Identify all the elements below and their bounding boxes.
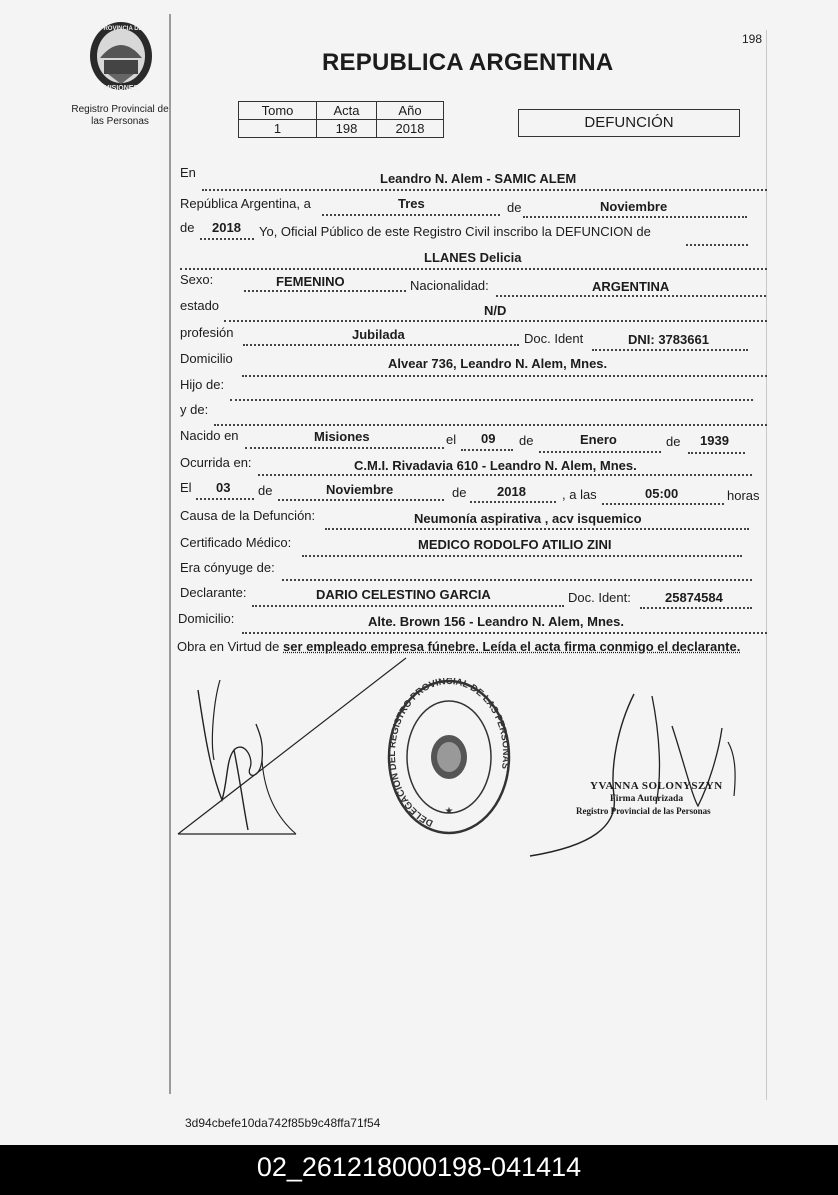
line-fallecido bbox=[180, 268, 767, 270]
label-nacionalidad: Nacionalidad: bbox=[410, 278, 489, 293]
line-domicilio bbox=[242, 375, 767, 377]
line-nacido-en bbox=[245, 447, 444, 449]
value-profesion: Jubilada bbox=[352, 327, 405, 342]
label-el: el bbox=[446, 432, 457, 447]
line-estado bbox=[224, 320, 767, 322]
label-causa: Causa de la Defunción: bbox=[180, 508, 316, 523]
value-nacido-en: Misiones bbox=[314, 429, 370, 444]
register-table bbox=[238, 101, 444, 138]
line-oficial bbox=[686, 244, 748, 246]
left-margin-rule bbox=[169, 14, 171, 1094]
label-horas: horas bbox=[727, 488, 760, 503]
label-obra: Obra en Virtud de bbox=[177, 639, 280, 654]
label-de-4: de bbox=[666, 434, 681, 449]
value-documento: DNI: 3783661 bbox=[628, 332, 709, 347]
label-declarante: Declarante: bbox=[180, 585, 247, 600]
label-de-3: de bbox=[519, 433, 534, 448]
value-obra: ser empleado empresa fúnebre. Leída el acta firma conmigo el declarante. bbox=[283, 639, 741, 654]
value-estado: N/D bbox=[484, 303, 507, 318]
value-sexo: FEMENINO bbox=[276, 274, 345, 289]
label-en: En bbox=[180, 165, 196, 180]
label-estado: estado bbox=[180, 298, 220, 313]
label-sexo: Sexo: bbox=[180, 272, 214, 287]
value-nac-mes: Enero bbox=[580, 432, 617, 447]
line-certificado bbox=[302, 555, 742, 557]
value-anio: 2018 bbox=[212, 220, 241, 235]
line-causa bbox=[325, 528, 749, 530]
value-ocurrida-en: C.M.I. Rivadavia 610 - Leandro N. Alem, Mnes. bbox=[354, 458, 637, 473]
signer-role: Firma Autorizada bbox=[610, 794, 684, 804]
declarant-signature bbox=[174, 640, 414, 840]
label-doc-ident-2: Doc. Ident: bbox=[568, 590, 631, 605]
line-ocurrida-en bbox=[258, 474, 752, 476]
label-republica: República Argentina, a bbox=[180, 196, 311, 211]
provincial-emblem-logo bbox=[86, 18, 156, 94]
line-declarante-domicilio bbox=[242, 632, 767, 634]
value-nac-dia: 09 bbox=[481, 431, 496, 446]
line-hijo-de bbox=[230, 399, 753, 401]
line-def-anio bbox=[470, 501, 556, 503]
value-def-dia: 03 bbox=[216, 480, 231, 495]
label-nacido-en: Nacido en bbox=[180, 428, 239, 443]
value-domicilio: Alvear 736, Leandro N. Alem, Mnes. bbox=[388, 356, 608, 371]
label-de-6: de bbox=[452, 485, 467, 500]
official-stamp bbox=[386, 678, 512, 836]
logo-caption bbox=[60, 104, 180, 128]
value-mes: Noviembre bbox=[600, 199, 668, 214]
page-number: 198 bbox=[742, 32, 763, 46]
act-type-box: DEFUNCIÓN bbox=[518, 109, 740, 137]
line-dia bbox=[322, 214, 500, 216]
line-def-hora bbox=[602, 503, 724, 505]
logo-caption-line1: Registro Provincial de bbox=[71, 104, 169, 115]
line-en bbox=[202, 189, 767, 191]
authorized-signature-block bbox=[576, 780, 723, 816]
line-mes bbox=[523, 216, 747, 218]
acta-value: 198 bbox=[317, 120, 377, 138]
value-fallecido: LLANES Delicia bbox=[424, 250, 522, 265]
label-ocurrida-en: Ocurrida en: bbox=[180, 455, 252, 470]
label-de-1: de bbox=[507, 200, 522, 215]
authorized-signature bbox=[522, 686, 762, 862]
value-causa: Neumonía aspirativa , acv isquemico bbox=[414, 511, 642, 526]
anio-value: 2018 bbox=[377, 120, 444, 138]
label-profesion: profesión bbox=[180, 325, 234, 340]
value-declarante-domicilio: Alte. Brown 156 - Leandro N. Alem, Mnes. bbox=[368, 614, 624, 629]
label-a-las: , a las bbox=[562, 487, 597, 502]
value-declarante: DARIO CELESTINO GARCIA bbox=[316, 587, 491, 602]
label-doc-ident: Doc. Ident bbox=[524, 331, 584, 346]
svg-text:★: ★ bbox=[444, 806, 454, 817]
label-hijo-de: Hijo de: bbox=[180, 377, 225, 392]
value-lugar: Leandro N. Alem - SAMIC ALEM bbox=[380, 171, 577, 186]
tomo-header: Tomo bbox=[239, 102, 317, 120]
line-nac-anio bbox=[688, 452, 745, 454]
svg-text:PROVINCIA DE: PROVINCIA DE bbox=[99, 26, 143, 32]
label-oficial: Yo, Oficial Público de este Registro Civil inscribo la DEFUNCION de bbox=[259, 224, 651, 239]
logo-caption-line2: las Personas bbox=[91, 116, 149, 127]
line-def-mes bbox=[278, 499, 444, 501]
label-y-de: y de: bbox=[180, 402, 209, 417]
line-nac-mes bbox=[539, 451, 661, 453]
signer-office: Registro Provincial de las Personas bbox=[576, 806, 711, 816]
label-certificado: Certificado Médico: bbox=[180, 535, 292, 550]
line-conyuge bbox=[282, 579, 752, 581]
value-declarante-doc: 25874584 bbox=[665, 590, 723, 605]
page-title: REPUBLICA ARGENTINA bbox=[322, 49, 614, 76]
line-documento bbox=[592, 349, 748, 351]
line-declarante bbox=[252, 605, 564, 607]
line-y-de bbox=[214, 424, 767, 426]
footer-id-bar: 02_261218000198-041414 bbox=[0, 1145, 838, 1195]
line-nacionalidad bbox=[496, 295, 766, 297]
line-sexo bbox=[244, 290, 406, 292]
acta-header: Acta bbox=[317, 102, 377, 120]
line-def-dia bbox=[196, 498, 254, 500]
label-de-2: de bbox=[180, 220, 195, 235]
value-def-anio: 2018 bbox=[497, 484, 526, 499]
anio-header: Año bbox=[377, 102, 444, 120]
tomo-value: 1 bbox=[239, 120, 317, 138]
value-certificado: MEDICO RODOLFO ATILIO ZINI bbox=[418, 537, 612, 552]
label-domicilio-2: Domicilio: bbox=[178, 611, 235, 626]
value-dia-letras: Tres bbox=[398, 196, 425, 211]
label-conyuge: Era cónyuge de: bbox=[180, 560, 275, 575]
document-hash: 3d94cbefe10da742f85b9c48ffa71f54 bbox=[185, 1116, 381, 1130]
svg-text:MISIONES: MISIONES bbox=[103, 85, 139, 92]
value-def-mes: Noviembre bbox=[326, 482, 394, 497]
label-el-cap: El bbox=[180, 480, 192, 495]
value-nacionalidad: ARGENTINA bbox=[592, 279, 670, 294]
label-domicilio: Domicilio bbox=[180, 351, 233, 366]
value-def-hora: 05:00 bbox=[645, 486, 679, 501]
line-profesion bbox=[243, 344, 519, 346]
line-anio bbox=[200, 238, 254, 240]
value-nac-anio: 1939 bbox=[700, 433, 729, 448]
stamp-outer-text: DELEGACION DEL REGISTRO PROVINCIAL DE LAS PERSONAS bbox=[387, 678, 512, 829]
label-de-5: de bbox=[258, 483, 273, 498]
line-declarante-doc bbox=[640, 607, 752, 609]
line-nac-dia bbox=[461, 449, 513, 451]
signer-name: YVANNA SOLONYSZYN bbox=[590, 780, 723, 792]
